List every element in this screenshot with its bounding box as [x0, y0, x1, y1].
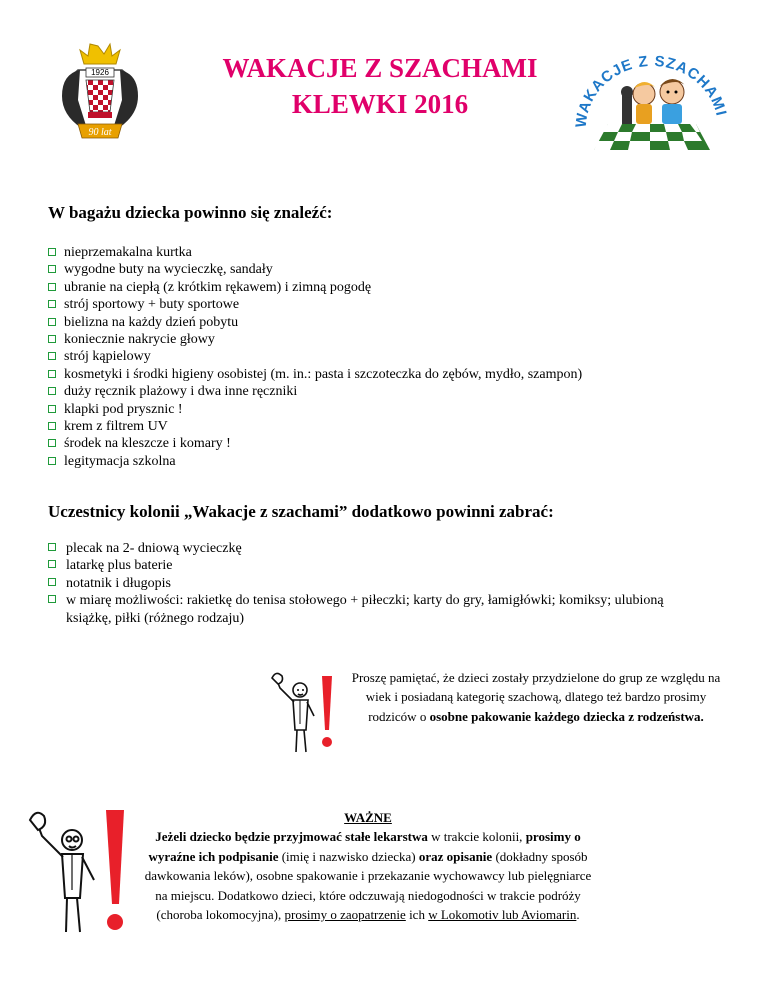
checkbox-icon	[48, 300, 56, 308]
list-item	[48, 401, 748, 418]
list-item	[48, 383, 748, 400]
checkbox-icon	[48, 318, 56, 326]
children-illustration-icon	[621, 79, 686, 124]
checkbox-icon	[48, 595, 56, 603]
note1-bold-text: osobne pakowanie każdego dziecka z rodzeństwa.	[429, 708, 704, 724]
note2-title: WAŻNE	[344, 810, 392, 825]
title-line-2: KLEWKI 2016	[291, 89, 469, 119]
exclamation-icon	[322, 676, 332, 747]
list-item-text: ubranie na ciepłą (z krótkim rękawem) i zimną pogodę	[64, 279, 372, 295]
list-item-text: strój kąpielowy	[64, 349, 151, 365]
note2-text-2: (imię i nazwisko dziecka)	[278, 848, 419, 864]
section2-list	[48, 540, 688, 627]
list-item-text: duży ręcznik plażowy i dwa inne ręczniki	[64, 384, 298, 400]
list-item-text: środek na kleszcze i komary !	[64, 436, 231, 452]
list-item	[48, 244, 748, 261]
section2-heading: Uczestnicy kolonii „Wakacje z szachami” dodatkowo powinni zabrać:	[48, 502, 554, 521]
list-item	[48, 435, 748, 452]
title-line-1: WAKACJE Z SZACHAMI	[222, 53, 538, 83]
section1-list	[48, 244, 748, 470]
thinking-figure-large	[26, 800, 136, 938]
checkbox-icon	[48, 439, 56, 447]
note2-sign: prosimy o wyraźne ich podpisanie	[148, 829, 581, 864]
note-grouping	[340, 668, 732, 726]
section1-heading: W bagażu dziecka powinno się znaleźć:	[48, 203, 333, 222]
note2-text-3: (dokładny sposób dawkowania leków), osobne spakowanie i przekazanie wychowawcy lub pielęgniarce na miejscu. Dodatkowo dzieci, które odczuwają niedogodności w trakcie podróży (choroba lokomocyjna),	[144, 848, 592, 923]
checkbox-icon	[48, 248, 56, 256]
club-logo	[48, 40, 152, 148]
list-item-text: latarkę plus baterie	[66, 558, 173, 574]
checkbox-icon	[48, 543, 56, 551]
checkbox-icon	[48, 387, 56, 395]
note2-text-4: ich	[405, 907, 429, 923]
note2-supply: prosimy o zaopatrzenie	[284, 907, 406, 923]
list-item-text: w miarę możliwości: rakietkę do tenisa stołowego + piłeczki; karty do gry, łamigłówki; komiksy; ulubioną książkę, piłki (różnego rodzaju)	[66, 593, 664, 626]
list-item	[48, 296, 748, 313]
list-item	[48, 557, 688, 574]
note2-medicines: w Lokomotiv lub Aviomarin	[428, 907, 577, 923]
checkbox-icon	[48, 283, 56, 291]
list-item-text: strój sportowy + buty sportowe	[64, 297, 240, 313]
list-item-text: kosmetyki i środki higieny osobistej (m. in.: pasta i szczoteczka do zębów, mydło, szampon)	[64, 366, 583, 382]
checkbox-icon	[48, 457, 56, 465]
list-item-text: bielizna na każdy dzień pobytu	[64, 314, 239, 330]
list-item	[48, 592, 688, 627]
checkbox-icon	[48, 370, 56, 378]
club-logo-anniversary: 90 lat	[88, 127, 112, 138]
checkbox-icon	[48, 352, 56, 360]
checkbox-icon	[48, 265, 56, 273]
page-title	[180, 50, 580, 122]
list-item-text: notatnik i długopis	[66, 575, 171, 591]
note2-text-1: w trakcie kolonii,	[427, 829, 526, 845]
chessboard-icon	[594, 124, 710, 150]
club-logo-year: 1926	[91, 68, 109, 77]
wakacje-logo	[572, 42, 732, 158]
list-item-text: legitymacja szkolna	[64, 453, 176, 469]
checkbox-icon	[48, 422, 56, 430]
checkbox-icon	[48, 560, 56, 568]
note2-describe: oraz opisanie	[418, 848, 493, 864]
note2-text-5: .	[576, 907, 580, 923]
note1-text: Proszę pamiętać, że dzieci zostały przydzielone do grup ze względu na wiek i posiadaną kategorię szachową, dlatego też bardzo prosimy rodziców o	[351, 670, 721, 724]
list-item-text: nieprzemakalna kurtka	[64, 245, 192, 260]
list-item	[48, 575, 688, 592]
checkbox-icon	[48, 335, 56, 343]
list-item	[48, 453, 748, 470]
list-item	[48, 314, 748, 331]
list-item	[48, 331, 748, 348]
list-item-text: klapki pod prysznic !	[64, 401, 183, 417]
checkbox-icon	[48, 405, 56, 413]
list-item	[48, 418, 748, 435]
note2-medication: Jeżeli dziecko będzie przyjmować stałe lekarstwa	[155, 829, 428, 845]
checkbox-icon	[48, 578, 56, 586]
list-item	[48, 540, 688, 557]
wakacje-logo-arc-text: WAKACJE Z SZACHAMI	[572, 52, 730, 129]
exclamation-icon-large	[106, 810, 124, 930]
list-item-text: krem z filtrem UV	[64, 419, 168, 435]
list-item-text: plecak na 2- dniową wycieczkę	[66, 541, 242, 556]
note-important	[142, 808, 594, 924]
thinking-figure-small	[270, 664, 342, 756]
list-item	[48, 348, 748, 365]
list-item	[48, 279, 748, 296]
list-item	[48, 366, 748, 383]
list-item	[48, 261, 748, 278]
list-item-text: koniecznie nakrycie głowy	[64, 332, 215, 348]
list-item-text: wygodne buty na wycieczkę, sandały	[64, 262, 273, 278]
